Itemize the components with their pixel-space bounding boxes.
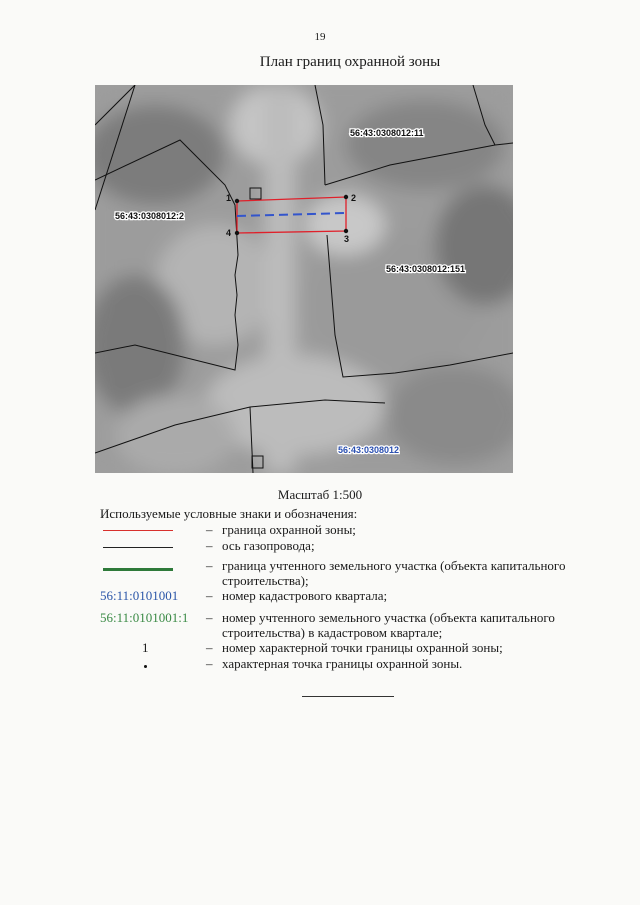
- legend-row-parcel-number: [100, 610, 600, 642]
- legend-dash: –: [206, 656, 213, 671]
- point-number-sample: 1: [142, 640, 149, 655]
- red-line-symbol: [103, 530, 173, 531]
- page-number: 19: [314, 31, 326, 43]
- parcel-number-sample: 56:11:0101001:1: [100, 610, 189, 625]
- page-title: План границ охранной зоны: [259, 54, 441, 70]
- point-label-4: 4: [226, 228, 232, 238]
- parcel-label-2: 56:43:0308012:2: [115, 211, 185, 221]
- legend-row-gas-axis: [100, 538, 600, 554]
- quarter-number-sample: 56:11:0101001: [100, 588, 179, 603]
- legend-dash: –: [206, 538, 213, 553]
- parcel-label-151: 56:43:0308012:151: [386, 264, 466, 274]
- bottom-divider: [302, 696, 394, 697]
- legend-desc: ось газопровода;: [222, 538, 315, 553]
- legend-desc: характерная точка границы охранной зоны.: [222, 656, 463, 671]
- dot-symbol: [144, 665, 147, 668]
- quarter-label: 56:43:0308012: [338, 445, 400, 455]
- legend-dash: –: [206, 640, 213, 655]
- aerial-background: [95, 85, 513, 473]
- legend-dash: –: [206, 610, 213, 625]
- legend-dash: –: [206, 588, 213, 603]
- legend-desc: номер характерной точки границы охранной зоны;: [222, 640, 503, 655]
- map-drawing: [95, 85, 513, 473]
- legend-row-parcel-boundary: [100, 558, 600, 590]
- legend-row-point-marker: [100, 656, 600, 672]
- scale-caption: Масштаб 1:500: [277, 487, 363, 502]
- parcel-label-11: 56:43:0308012:11: [350, 128, 424, 138]
- legend-row-zone-boundary: [100, 522, 600, 538]
- cadastral-map: [95, 85, 513, 473]
- legend-desc: граница учтенного земельного участка (объекта капитального строительства);: [222, 558, 566, 588]
- green-line-symbol: [103, 568, 173, 571]
- legend-desc: номер кадастрового квартала;: [222, 588, 388, 603]
- legend-desc: граница охранной зоны;: [222, 522, 356, 537]
- legend-desc: номер учтенного земельного участка (объекта капитального строительства) в кадастровом квартале;: [222, 610, 555, 640]
- legend-title: Используемые условные знаки и обозначения:: [100, 506, 358, 521]
- point-label-1: 1: [226, 193, 232, 203]
- legend-row-quarter-number: [100, 588, 600, 604]
- legend-dash: –: [206, 558, 213, 573]
- point-label-2: 2: [351, 193, 357, 203]
- black-line-symbol: [103, 547, 173, 548]
- point-label-3: 3: [344, 234, 350, 244]
- legend-row-point-number: [100, 640, 600, 656]
- legend-dash: –: [206, 522, 213, 537]
